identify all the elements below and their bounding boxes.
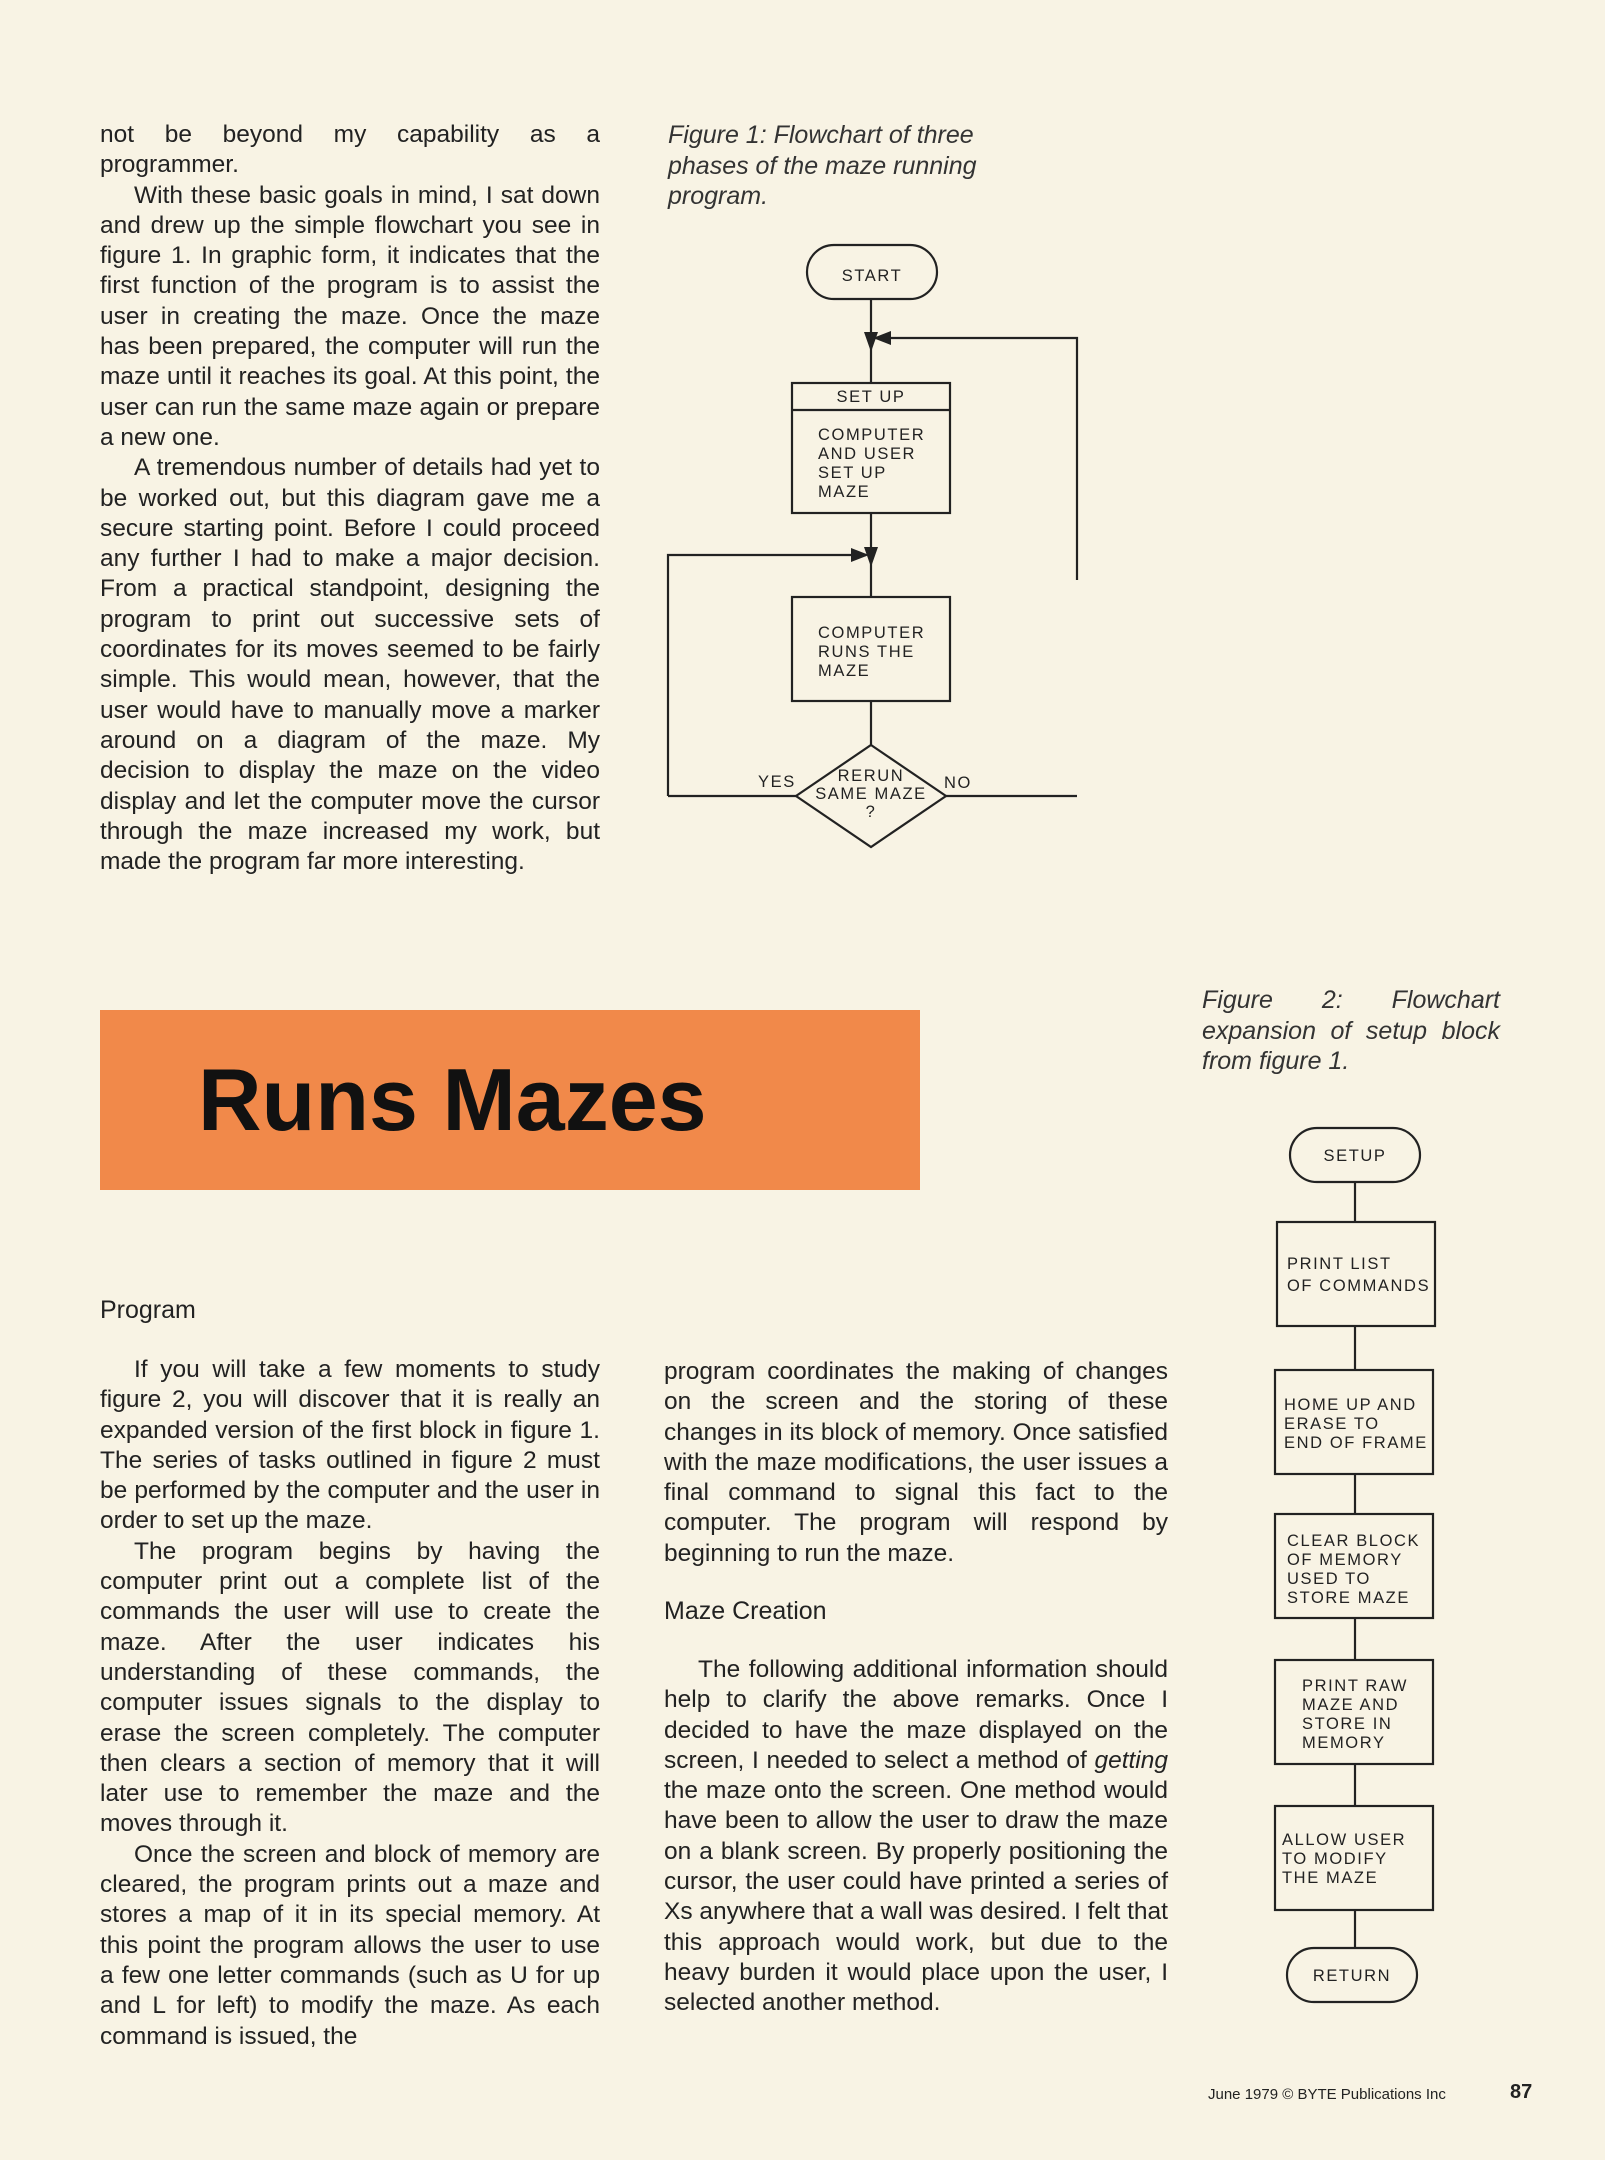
box-text: ALLOW USER [1282,1831,1407,1849]
yes-label: YES [758,773,796,791]
paragraph: not be beyond my capability as a programmer. [100,121,600,179]
setup-line: AND USER [818,445,917,463]
box-text: PRINT LIST [1287,1255,1392,1273]
figure1-caption: Figure 1: Flowchart of three phases of the maze running program. [668,121,977,210]
runs-line: RUNS THE [818,643,915,661]
box-text: OF COMMANDS [1287,1277,1431,1295]
no-label: NO [944,774,972,792]
setup-line: MAZE [818,483,871,501]
rerun-line: ? [865,803,877,821]
box-text: PRINT RAW [1302,1677,1409,1695]
article-title: Runs Mazes [198,1050,707,1149]
page-number: 87 [1510,2081,1533,2103]
box-text: MAZE AND [1302,1696,1400,1714]
setup-line: COMPUTER [818,426,926,444]
setup-header: SET UP [836,388,906,406]
box-print-list [1277,1222,1435,1326]
setup-line: SET UP [818,464,887,482]
start-label: START [841,267,903,285]
runs-line: COMPUTER [818,624,926,642]
rerun-line: RERUN [837,767,905,785]
box-text: STORE IN [1302,1715,1393,1733]
box-text: HOME UP AND [1284,1396,1417,1414]
middle-text [664,1357,1168,1569]
emphasis: getting [1094,1746,1168,1774]
footer-credit: June 1979 © BYTE Publications Inc [1208,2086,1446,2103]
setup-label: SETUP [1323,1147,1387,1165]
box-text: OF MEMORY [1287,1551,1403,1569]
paragraph: With these basic goals in mind, I sat down and drew up the simple flowchart you see in figure 1. In graphic form, it indicates that the first function of the program is to assist the user in creating the maze. Once the maze has been prepared, the computer will run the maze until it reaches its goal. At this point, the user can run the same maze again or prepare a new one. [100,181,600,451]
paragraph [664,1655,1168,2019]
box-text: STORE MAZE [1287,1589,1410,1607]
box-text: ERASE TO [1284,1415,1380,1433]
box-text: END OF FRAME [1284,1434,1428,1452]
paragraph: program coordinates the making of changes on the screen and the storing of these changes in its block of memory. Once satisfied with the maze modifications, the user issues a final command to signal this fact to the computer. The program will respond by beginning to run the maze. [664,1358,1168,1567]
figure2-caption: Figure 2: Flowchart expansion of setup block from figure 1. [1202,986,1500,1075]
paragraph: A tremendous number of details had yet to be worked out, but this diagram gave me a secure starting point. Before I could proceed any further I had to make a major decision. From a practical standpoint, designing the program to print out successive sets of coordinates for its moves seemed to be fairly simple. This would mean, however, that the user would have to manually move a marker around on a diagram of the maze. My decision to display the maze on the video display and let the computer move the cursor through the maze increased my work, but made the program far more interesting. [100,454,600,876]
paragraph: If you will take a few moments to study figure 2, you will discover that it is really an expanded version of the first block in figure 1. The series of tasks outlined in figure 2 must be performed by the computer and the user in order to set up the maze. [100,1356,600,1535]
return-label: RETURN [1312,1967,1392,1985]
box-text: TO MODIFY [1282,1850,1388,1868]
box-text: THE MAZE [1282,1869,1379,1887]
paragraph: Once the screen and block of memory are cleared, the program prints out a maze and stores a map of it in its special memory. At this point the program allows the user to use a few one letter commands (such as U for up and L for left) to modify the maze. As each command is issued, the [100,1840,600,2050]
program-text [100,1355,600,2052]
box-text: MEMORY [1302,1734,1386,1752]
text-run: the maze onto the screen. One method would have been to allow the user to draw the maze on a blank screen. By properly positioning the cursor, the user could have printed a series of Xs anywhere that a wall was desired. I felt that this approach would work, but due to the heavy burden it would place upon the user, I selected another method. [664,1777,1168,2017]
text-run: The following additional information should help to clarify the above remarks. Once I decided to have the maze displayed on the screen, I needed to select a method of [664,1656,1168,1774]
rerun-line: SAME MAZE [815,785,927,803]
maze-creation-text [664,1655,1168,2019]
box-text: USED TO [1287,1570,1371,1588]
box-text: CLEAR BLOCK [1287,1532,1421,1550]
maze-creation-heading: Maze Creation [664,1597,827,1625]
paragraph: The program begins by having the computer print out a complete list of the commands the user will use to create the maze. After the user indicates his understanding of these commands, the computer issues signals to the display to erase the screen completely. The computer then clears a section of memory that it will later use to remember the maze and the moves through it. [100,1537,600,1838]
runs-line: MAZE [818,662,871,680]
program-heading: Program [100,1296,196,1324]
